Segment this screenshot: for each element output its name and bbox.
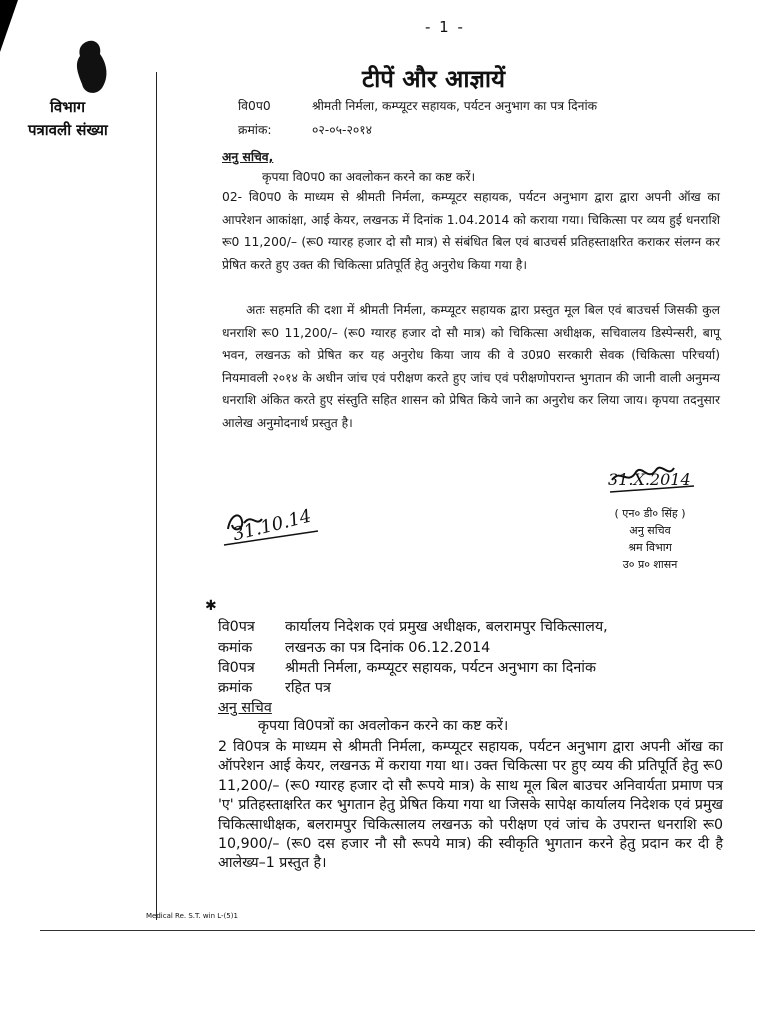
footer-print-code: Medical Re. S.T. win L-(5)1 [146, 912, 238, 920]
department-label: विभाग [50, 98, 86, 116]
note2-row3-label: वि0पत्र [218, 660, 255, 676]
note1-ref-text: श्रीमती निर्मला, कम्प्यूटर सहायक, पर्यटन अनुभाग का पत्र दिनांक [312, 99, 598, 113]
scan-corner-mark [0, 0, 18, 52]
note1-para1: कृपया वि0प0 का अवलोकन करने का कष्ट करें। [262, 170, 476, 184]
page-number: - 1 - [425, 18, 465, 36]
bottom-rule [40, 930, 755, 931]
note1-para3: अतः सहमति की दशा में श्रीमती निर्मला, कम्प्यूटर सहायक द्वारा प्रस्तुत मूल बिल एवं बाउचर्स जिसकी कुल धनराशि रू0 11,200/– (रू0 ग्यारह हजार दो सौ मात्र) को चिकित्सा अधीक्षक, सचिवालय डिस्पेन्सरी, बापू भवन, लखनऊ को प्रेषित कर यह अनुरोध किया जाय की वे उ0प्र0 सरकारी सेवक (चिकित्सा परिचर्या) नियमावली २०१४ के अधीन जांच एवं परीक्षण करते हुए जांच एवं परीक्षणोपरान्त भुगतान की जानी वाली अनुमन्य धनराशि अंकित करते हुए संस्तुति सहित शासन को प्रेषित किये जाने का अनुरोध कर लिया जाय। कृपया तदनुसार आलेख अनुमोदनार्थ प्रस्तुत है। [222, 303, 720, 430]
note1-number-label: क्रमांक: [238, 123, 272, 137]
note2-row4-label: क्रमांक [218, 680, 253, 696]
signatory-post: अनु सचिव [629, 524, 671, 537]
note2-row4-text: रहित पत्र [285, 680, 331, 696]
note2-salutation: अनु सचिव [218, 700, 272, 716]
note2-para2: 2 वि0पत्र के माध्यम से श्रीमती निर्मला, कम्प्यूटर सहायक, पर्यटन अनुभाग द्वारा अपनी ऑख का ऑपरेशन आई केयर, लखनऊ में कराया गया था। उक्त चिकित्सा पर हुए व्यय की प्रतिपूर्ति हेतु रू0 11,200/– (रू0 ग्यारह हजार दो सौ रूपये मात्र) के साथ मूल बिल बाउचर अनिवार्यता प्रमाण पत्र 'ए' प्रतिहस्ताक्षरित कर भुगतान हेतु प्रेषित किया गया था जिसके सापेक्ष कार्यालय निदेशक एवं प्रमुख चिकित्साधीक्षक, बलरामपुर चिकित्सालय लखनऊ को परीक्षण एवं जांच के उपरान्त धनराशि रू0 10,900/– (रू0 दस हजार नौ सौ रूपये मात्र) की स्वीकृति भुगतान करने हेतु प्रदान कर दी है आलेख्य–1 प्रस्तुत है। [218, 739, 723, 872]
file-number-label: पत्रावली संख्या [28, 121, 108, 139]
signatory-dept: श्रम विभाग [628, 541, 672, 554]
signatory-name: ( एन० डी० सिंह ) [614, 507, 686, 520]
handwritten-sign-date: 31.X.2014 [608, 470, 691, 489]
page-title: टीपें और आज्ञायें [362, 65, 506, 93]
signatory-state: उ० प्र० शासन [622, 558, 678, 571]
ink-blot [72, 38, 112, 96]
note1-salutation: अनु सचिव, [222, 150, 274, 164]
note2-row1-text: कार्यालय निदेशक एवं प्रमुख अधीक्षक, बलरामपुर चिकित्सालय, [285, 619, 608, 635]
left-initial-date: 31.10.14 [230, 505, 314, 546]
note1-ref-label: वि0प0 [238, 99, 271, 113]
note2-para1: कृपया वि0पत्रों का अवलोकन करने का कष्ट करें। [258, 718, 509, 734]
note2-row3-text: श्रीमती निर्मला, कम्प्यूटर सहायक, पर्यटन अनुभाग का दिनांक [285, 660, 596, 676]
note2-row2-label: कमांक [218, 640, 253, 656]
signature-scribble [608, 458, 698, 498]
stray-mark: ✱ [205, 598, 217, 614]
note1-para2: 02- वि0प0 के माध्यम से श्रीमती निर्मला, कम्प्यूटर सहायक, पर्यटन अनुभाग द्वारा द्वारा अपनी ऑख का आपरेशन आकांक्षा, आई केयर, लखनऊ में दिनांक 1.04.2014 को कराया गया। चिकित्सा पर व्यय हुई धनराशि रू0 11,200/– (रू0 ग्यारह हजार दो सौ मात्र) से संबंधित बिल एवं बाउचर्स प्रतिहस्ताक्षरित कराकर संलग्न कर प्रेषित करते हुए उक्त की चिकित्सा प्रतिपूर्ति हेतु अनुरोध किया गया है। [222, 190, 720, 272]
note1-number-text: ०२-०५-२०१४ [312, 123, 373, 137]
note2-row1-label: वि0पत्र [218, 619, 255, 635]
note2-row2-text: लखनऊ का पत्र दिनांक 06.12.2014 [285, 640, 491, 656]
margin-rule [156, 72, 157, 920]
